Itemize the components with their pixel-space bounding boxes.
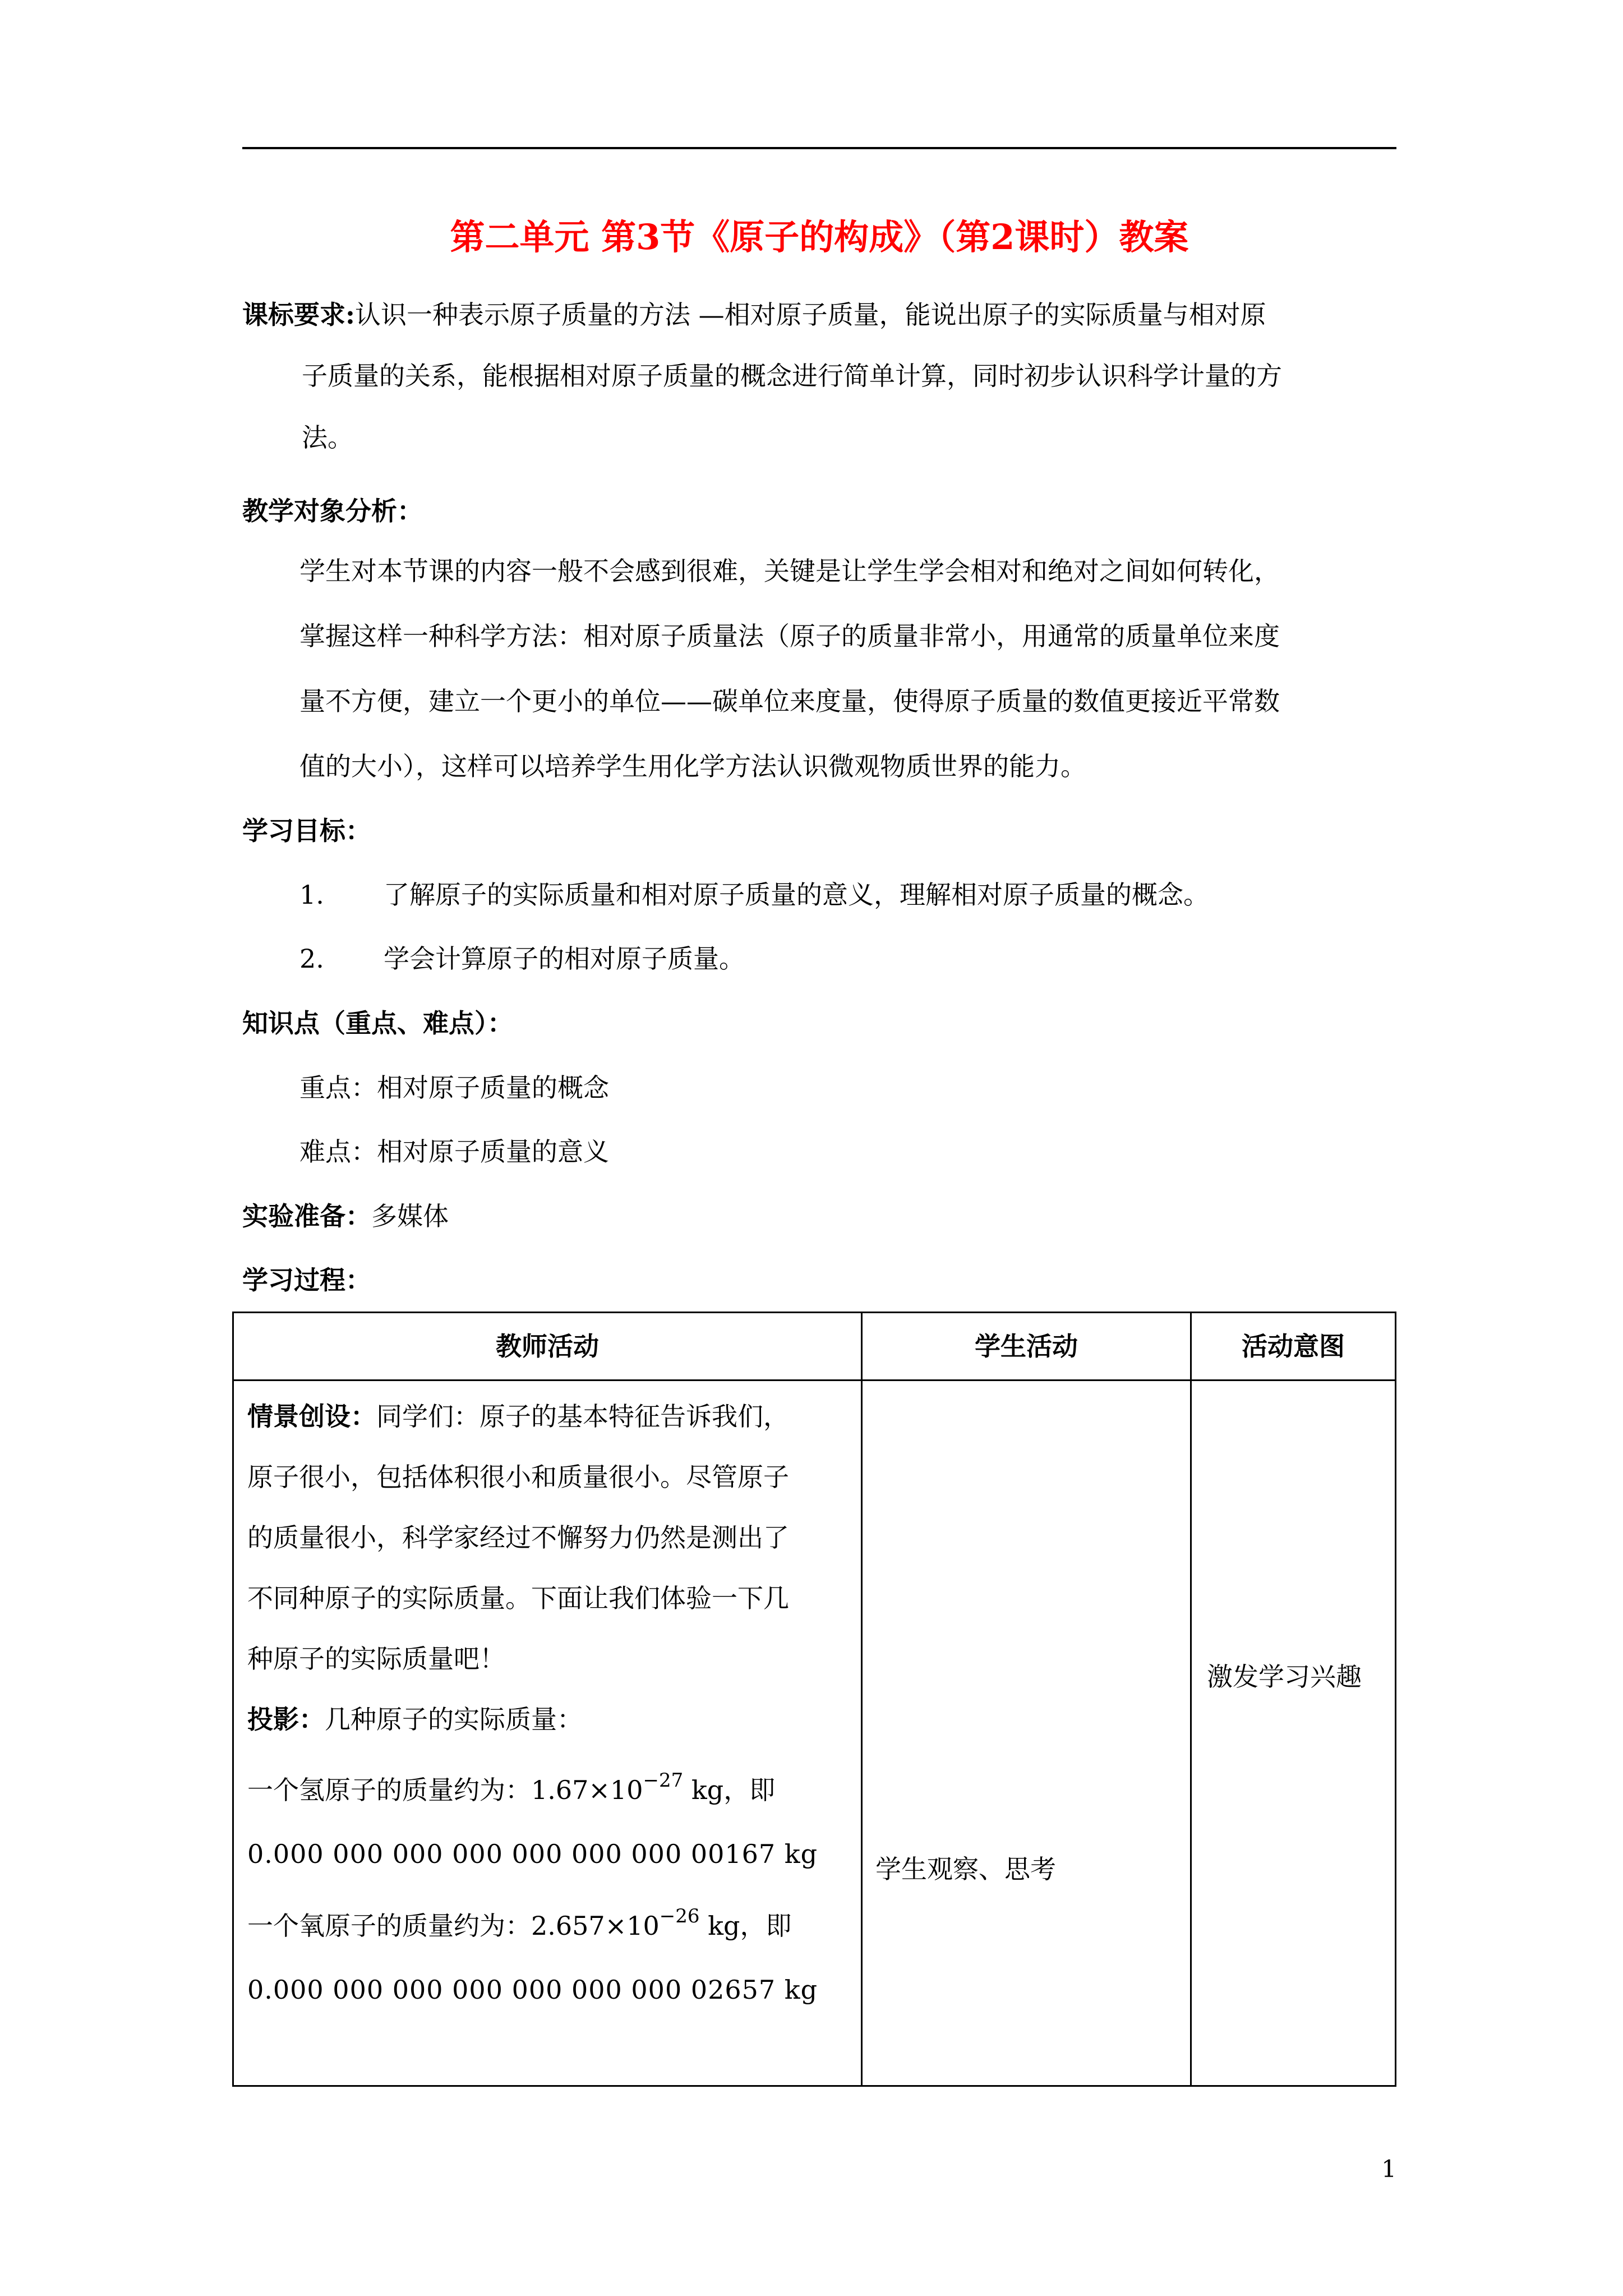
analysis-line-2: 掌握这样一种科学方法：相对原子质量法（原子的质量非常小，用通常的质量单位来度 <box>299 621 1280 651</box>
page-number: 1 <box>1381 2155 1396 2183</box>
analysis-heading: 教学对象分析： <box>242 496 423 526</box>
standards-line-3: 法。 <box>302 422 353 453</box>
hydrogen-mass-suffix: kg，即 <box>683 1775 776 1805</box>
table-header-divider <box>234 1379 1395 1381</box>
header-rule <box>242 147 1396 149</box>
header-teacher-activity: 教师活动 <box>496 1331 599 1361</box>
oxygen-mass-suffix: kg，即 <box>699 1911 792 1941</box>
teacher-intro-line-4: 不同种原子的实际质量。下面让我们体验一下几 <box>247 1583 789 1613</box>
header-student-activity: 学生活动 <box>975 1331 1078 1361</box>
process-table <box>232 1312 1396 2087</box>
teacher-intro-line-2: 原子很小，包括体积很小和质量很小。尽管原子 <box>247 1462 789 1492</box>
table-column-divider-1 <box>861 1313 863 2085</box>
intro-label: 情景创设： <box>247 1401 376 1432</box>
objective-1-number: 1. <box>299 880 324 910</box>
oxygen-mass-prefix: 一个氧原子的质量约为：2.657×10 <box>247 1911 660 1941</box>
objective-1-text: 了解原子的实际质量和相对原子质量的意义，理解相对原子质量的概念。 <box>384 880 1209 910</box>
oxygen-mass-line <box>247 1905 792 1941</box>
activity-intent-cell: 激发学习兴趣 <box>1207 1662 1362 1692</box>
standards-line-2: 子质量的关系，能根据相对原子质量的概念进行简单计算，同时初步认识科学计量的方 <box>302 361 1282 391</box>
standards-label: 课标要求: <box>242 300 355 330</box>
objective-2-number: 2. <box>299 944 324 974</box>
teacher-intro-line-3: 的质量很小，科学家经过不懈努力仍然是测出了 <box>247 1522 789 1553</box>
projection-line <box>247 1704 583 1735</box>
teacher-intro-line-1 <box>247 1401 789 1432</box>
knowledge-heading: 知识点（重点、难点）： <box>242 1008 513 1038</box>
analysis-line-1: 学生对本节课的内容一般不会感到很难，关键是让学生学会相对和绝对之间如何转化， <box>299 556 1280 586</box>
oxygen-mass-exponent: −26 <box>659 1905 700 1927</box>
intro-text-1: 同学们：原子的基本特征告诉我们， <box>376 1401 789 1432</box>
hydrogen-mass-exponent: −27 <box>643 1769 684 1792</box>
title-lesson: 第3节《原子的构成》（第2课时）教案 <box>601 217 1189 257</box>
teacher-intro-line-5: 种原子的实际质量吧！ <box>247 1644 505 1674</box>
oxygen-mass-decimal: 0.000 000 000 000 000 000 000 02657 kg <box>247 1975 818 2005</box>
preparation-value: 多媒体 <box>371 1201 449 1231</box>
document-title <box>242 212 1396 263</box>
difficult-point: 难点：相对原子质量的意义 <box>299 1137 609 1167</box>
standards-line-1 <box>242 299 1266 330</box>
standards-text-1: 认识一种表示原子质量的方法 —相对原子质量，能说出原子的实际质量与相对原 <box>354 300 1266 330</box>
process-heading: 学习过程： <box>242 1265 371 1295</box>
objective-2-text: 学会计算原子的相对原子质量。 <box>384 944 745 974</box>
objective-1 <box>299 879 1209 910</box>
analysis-line-4: 值的大小），这样可以培养学生用化学方法认识微观物质世界的能力。 <box>299 751 1086 781</box>
hydrogen-mass-decimal: 0.000 000 000 000 000 000 000 00167 kg <box>247 1839 818 1869</box>
hydrogen-mass-prefix: 一个氢原子的质量约为：1.67×10 <box>247 1775 643 1805</box>
key-point: 重点：相对原子质量的概念 <box>299 1073 609 1103</box>
preparation <box>242 1200 449 1232</box>
header-activity-intent: 活动意图 <box>1242 1331 1345 1361</box>
projection-text: 几种原子的实际质量： <box>325 1704 583 1734</box>
student-activity-cell: 学生观察、思考 <box>875 1854 1056 1884</box>
objective-2 <box>299 943 745 974</box>
objectives-heading: 学习目标： <box>242 816 371 846</box>
projection-label: 投影： <box>247 1704 325 1734</box>
title-unit: 第二单元 <box>450 217 589 257</box>
table-column-divider-2 <box>1190 1313 1192 2085</box>
preparation-label: 实验准备： <box>242 1201 371 1231</box>
hydrogen-mass-line <box>247 1769 776 1806</box>
analysis-line-3: 量不方便，建立一个更小的单位——碳单位来度量，使得原子质量的数值更接近平常数 <box>299 686 1280 716</box>
